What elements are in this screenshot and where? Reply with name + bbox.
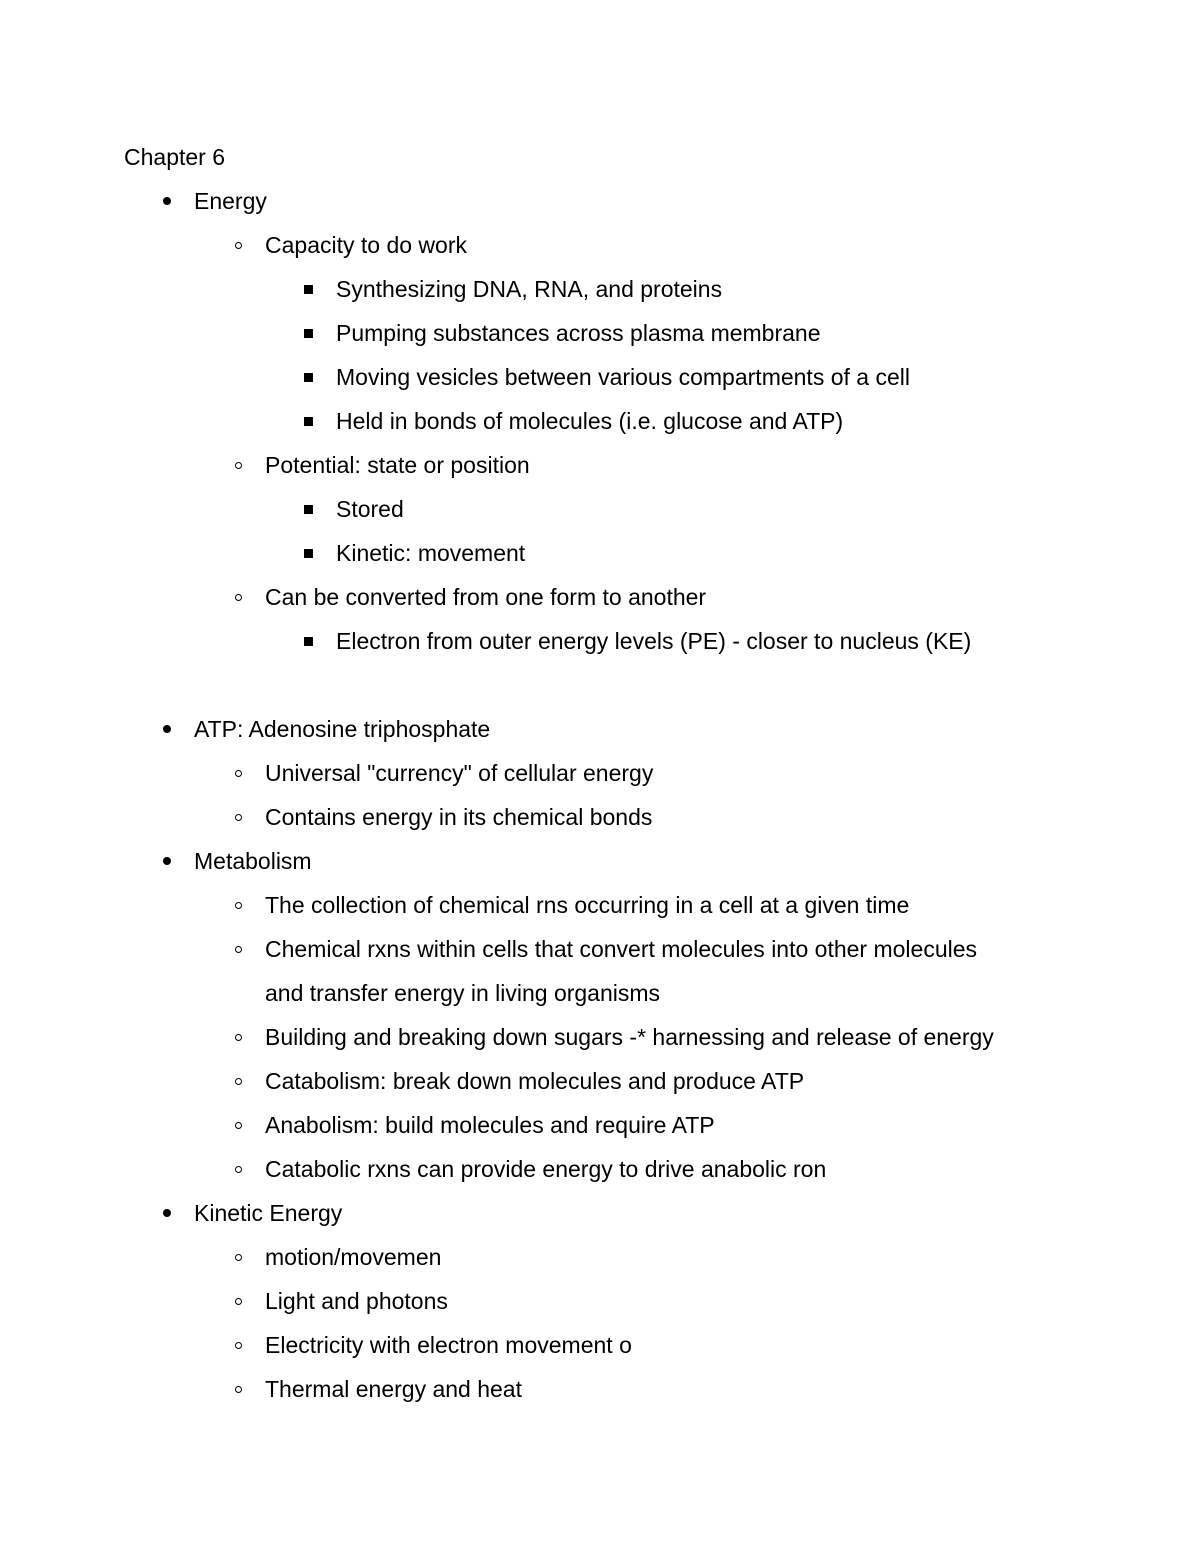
bullet-square-icon [300, 538, 316, 568]
list-item-text: Thermal energy and heat [265, 1376, 522, 1402]
bullet-dot-icon [159, 1198, 175, 1228]
bullet-square-icon [300, 626, 316, 656]
list-item-text: Catabolic rxns can provide energy to drive anabolic ron [265, 1156, 827, 1182]
list-item-text: Stored [336, 496, 404, 522]
list-item-text: Metabolism [194, 848, 312, 874]
list-item-text: Electricity with electron movement o [265, 1332, 632, 1358]
bullet-circle-icon [230, 582, 246, 612]
list-item-text: and transfer energy in living organisms [265, 980, 661, 1006]
bullet-square-icon [300, 406, 316, 436]
bullet-circle-icon [230, 1286, 246, 1316]
list-item-text: Potential: state or position [265, 452, 530, 478]
bullet-circle-icon [230, 758, 246, 788]
bullet-circle-icon [230, 890, 246, 920]
list-item-text: Universal "currency" of cellular energy [265, 760, 654, 786]
list-item-text: Anabolism: build molecules and require ATP [265, 1112, 715, 1138]
bullet-square-icon [300, 362, 316, 392]
bullet-circle-icon [230, 450, 246, 480]
bullet-dot-icon [159, 714, 175, 744]
list-item-text: Energy [194, 188, 267, 214]
list-item-text: Pumping substances across plasma membrane [336, 320, 821, 346]
list-item-text: Moving vesicles between various compartments of a cell [336, 364, 910, 390]
list-item-text: The collection of chemical rns occurring in a cell at a given time [265, 892, 910, 918]
list-item-text: Kinetic: movement [336, 540, 526, 566]
list-item-text: Capacity to do work [265, 232, 467, 258]
list-item-text: ATP: Adenosine triphosphate [194, 716, 491, 742]
list-item-text: Chemical rxns within cells that convert molecules into other molecules [265, 936, 978, 962]
list-item-text: Can be converted from one form to another [265, 584, 707, 610]
list-item-text: Held in bonds of molecules (i.e. glucose and ATP) [336, 408, 844, 434]
list-item-text: Building and breaking down sugars -* harnessing and release of energy [265, 1024, 994, 1050]
list-item-text: Light and photons [265, 1288, 448, 1314]
bullet-circle-icon [230, 1154, 246, 1184]
bullet-circle-icon [230, 1022, 246, 1052]
bullet-dot-icon [159, 186, 175, 216]
bullet-square-icon [300, 274, 316, 304]
bullet-circle-icon [230, 230, 246, 260]
bullet-circle-icon [230, 802, 246, 832]
bullet-circle-icon [230, 1374, 246, 1404]
list-item-text: Contains energy in its chemical bonds [265, 804, 653, 830]
bullet-circle-icon [230, 1110, 246, 1140]
list-item-text: Catabolism: break down molecules and produce ATP [265, 1068, 805, 1094]
list-item-text: motion/movemen [265, 1244, 442, 1270]
bullet-dot-icon [159, 846, 175, 876]
bullet-square-icon [300, 494, 316, 524]
list-item-text: Kinetic Energy [194, 1200, 343, 1226]
list-item-text: Electron from outer energy levels (PE) - closer to nucleus (KE) [336, 628, 972, 654]
bullet-circle-icon [230, 1242, 246, 1272]
bullet-circle-icon [230, 1330, 246, 1360]
chapter-heading: Chapter 6 [124, 144, 226, 170]
bullet-square-icon [300, 318, 316, 348]
bullet-circle-icon [230, 1066, 246, 1096]
list-item-text: Synthesizing DNA, RNA, and proteins [336, 276, 723, 302]
bullet-circle-icon [230, 934, 246, 964]
